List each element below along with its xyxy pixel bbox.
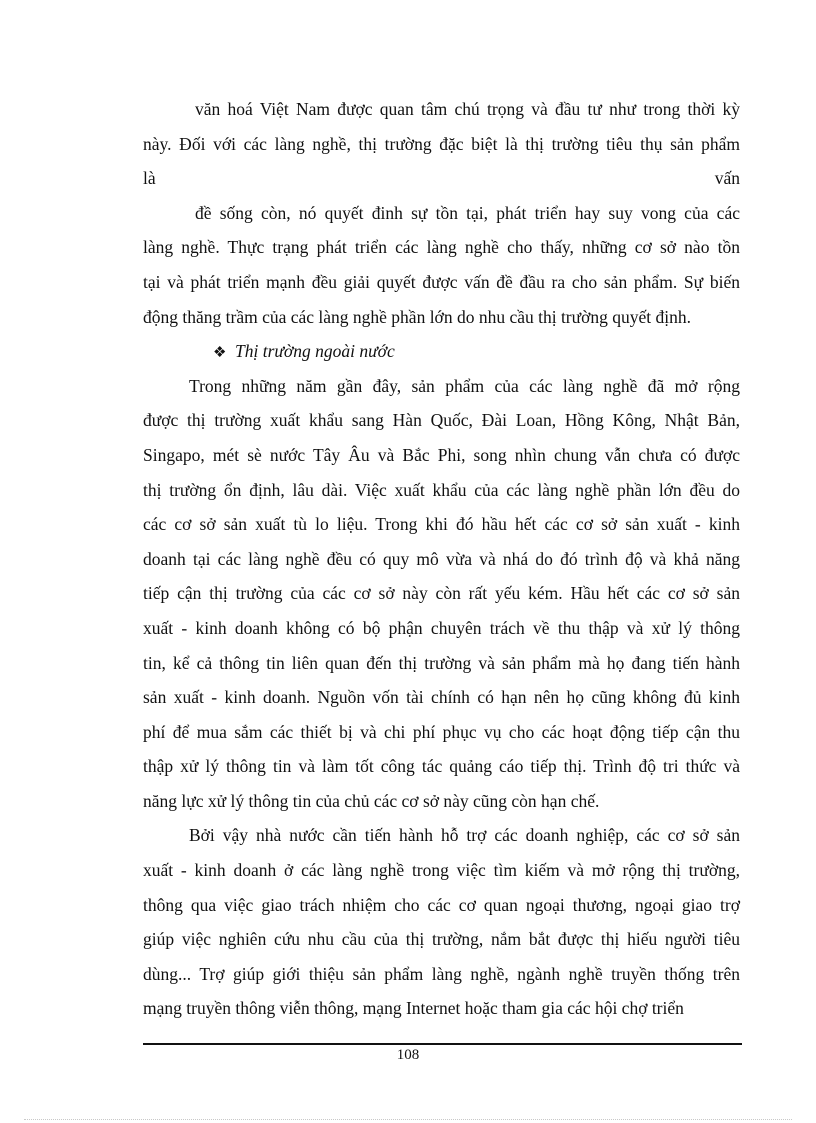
text-line: tiếp cận thị trường của các cơ sở này còn rất yếu kém. Hầu hết các cơ sở sản [143, 583, 740, 604]
text-line: thông qua việc giao trách nhiệm cho các cơ quan ngoại thương, ngoại giao trợ [143, 894, 740, 915]
page-body [143, 92, 740, 1026]
section-heading [143, 334, 740, 369]
text-line: sản xuất - kinh doanh. Nguồn vốn tài chính có hạn nên họ cũng không đủ kinh [143, 687, 740, 708]
text-line: tin, kể cả thông tin liên quan đến thị trường và sản phẩm mà họ đang tiến hành [143, 652, 740, 673]
text-line: tại và phát triển mạnh đều giải quyết được vấn đề đầu ra cho sản phẩm. Sự biến [143, 271, 740, 292]
text-line: giúp việc nghiên cứu nhu cầu của thị trường, nắm bắt được thị hiếu người tiêu [143, 929, 740, 950]
text-line: các cơ sở sản xuất tù lo liệu. Trong khi đó hầu hết các cơ sở sản xuất - kinh [143, 514, 740, 535]
text-line-split [143, 161, 740, 196]
section-heading-text: Thị trường ngoài nước [235, 341, 395, 362]
text-line: văn hoá Việt Nam được quan tâm chú trọng và đầu tư như trong thời kỳ [195, 99, 740, 119]
text-line: mạng truyền thông viễn thông, mạng Internet hoặc tham gia các hội chợ triển [143, 998, 684, 1019]
paragraph-3 [143, 818, 740, 1026]
diamond-bullet-icon: ❖ [213, 345, 227, 362]
text-line: thập xử lý thông tin và làm tốt công tác quảng cáo tiếp thị. Trình độ tri thức và [143, 756, 740, 777]
text-line: xuất - kinh doanh không có bộ phận chuyên trách về thu thập và xử lý thông [143, 617, 740, 638]
text-fragment: vấn [714, 168, 740, 189]
paragraph-1 [143, 92, 740, 334]
text-line: đề sống còn, nó quyết đinh sự tồn tại, phát triển hay suy vong của các [195, 202, 740, 223]
text-line: Bởi vậy nhà nước cần tiến hành hỗ trợ các doanh nghiệp, các cơ sở sản [189, 825, 740, 846]
page-number: 108 [396, 1047, 420, 1063]
text-line: phí để mua sắm các thiết bị và chi phí phục vụ cho các hoạt động tiếp cận thu [143, 721, 740, 742]
text-line: này. Đối với các làng nghề, thị trường đặc biệt là thị trường tiêu thụ sản phẩm [143, 133, 740, 154]
text-line: doanh tại các làng nghề đều có quy mô vừa và nhá do đó trình độ và khả năng [143, 548, 740, 569]
text-line: xuất - kinh doanh ở các làng nghề trong việc tìm kiếm và mở rộng thị trường, [143, 860, 740, 881]
text-fragment: là [143, 168, 156, 189]
text-line: động thăng trầm của các làng nghề phần lớn do nhu cầu thị trường quyết định. [143, 306, 691, 327]
text-line: dùng... Trợ giúp giới thiệu sản phẩm làng nghề, ngành nghề truyền thống trên [143, 963, 740, 984]
paragraph-2 [143, 369, 740, 819]
text-line: năng lực xử lý thông tin của chủ các cơ sở này cũng còn hạn chế. [143, 790, 600, 811]
text-line: thị trường ổn định, lâu dài. Việc xuất khẩu của các làng nghề phần lớn đều do [143, 479, 740, 500]
text-line: Trong những năm gần đây, sản phẩm của các làng nghề đã mở rộng [189, 375, 740, 396]
text-line: được thị trường xuất khẩu sang Hàn Quốc, Đài Loan, Hồng Kông, Nhật Bản, [143, 410, 740, 431]
text-line: làng nghề. Thực trạng phát triển các làng nghề cho thấy, những cơ sở nào tồn [143, 237, 740, 258]
text-line: Singapo, mét sè nước Tây Âu và Bắc Phi, song nhìn chung vẫn chưa có được [143, 444, 740, 465]
page-edge-divider [24, 1119, 792, 1120]
